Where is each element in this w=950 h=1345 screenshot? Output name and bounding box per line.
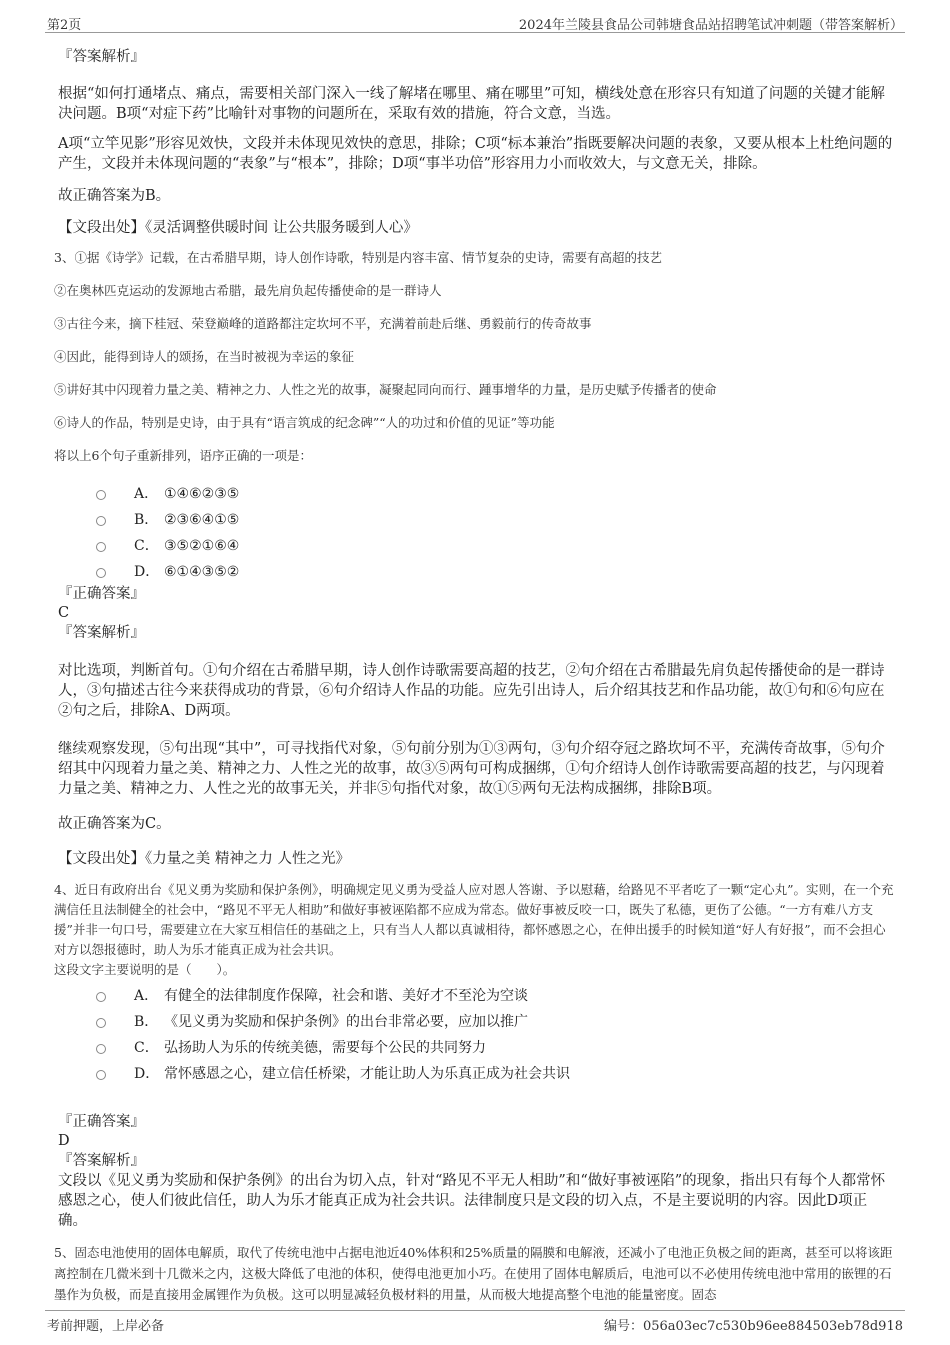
q3-analysis-para2: 继续观察发现，⑤句出现“其中”，可寻找指代对象，⑤句前分别为①③两句，③句介绍夺冠之路坎坷不平，充满传奇故事，⑤句介绍其中闪现着力量之美、精神之力、人性之光的故事，故③⑤两句可构成捆绑，①句介绍诗人创作诗歌需要高超的技艺，与闪现着力量之美、精神之力、人性之光的故事无关，并非⑤句指代对象，故①⑤两句无法构成捆绑，排除B项。 [58, 741, 885, 797]
q3-prompt: 将以上6个句子重新排列，语序正确的一项是： [54, 448, 312, 463]
radio-button[interactable] [96, 1018, 106, 1028]
q4-options [58, 986, 894, 1090]
radio-button[interactable] [96, 490, 106, 500]
q4-option-d[interactable]: D． 常怀感恩之心，建立信任桥梁，才能让助人为乐真正成为社会共识 [96, 1064, 894, 1090]
q4-correct-label: 『正确答案』 [58, 1114, 145, 1130]
q4-option-c[interactable]: C． 弘扬助人为乐的传统美德，需要每个公民的共同努力 [96, 1038, 894, 1064]
q2-analysis-label: 『答案解析』 [58, 49, 145, 65]
q3-analysis-para3: 故正确答案为C。 [58, 816, 171, 832]
q4-option-b[interactable]: B． 《见义勇为奖励和保护条例》的出台非常必要，应加以推广 [96, 1012, 894, 1038]
q3-option-a[interactable]: A． ①④⑥②③⑤ [96, 484, 894, 510]
q2-analysis-para1: 根据“如何打通堵点、痛点，需要相关部门深入一线了解堵在哪里、痛在哪里”可知，横线处意在形容只有知道了问题的关键才能解决问题。B项“对症下药”比喻针对事物的问题所在，采取有效的措施，符合文意，当选。 [58, 86, 885, 122]
q4-analysis-label: 『答案解析』 [58, 1153, 145, 1169]
q3-sentence-5: ⑤讲好其中闪现着力量之美、精神之力、人性之光的故事，凝聚起同向而行、踵事增华的力量，是历史赋予传播者的使命 [54, 382, 717, 397]
q3-sentence-6: ⑥诗人的作品，特别是史诗，由于具有“语言筑成的纪念碑”“人的功过和价值的见证”等功能 [54, 415, 555, 430]
radio-button[interactable] [96, 516, 106, 526]
q3-option-c[interactable]: C． ③⑤②①⑥④ [96, 536, 894, 562]
q3-sentence-1: 3、①据《诗学》记载，在古希腊早期，诗人创作诗歌，特别是内容丰富、情节复杂的史诗，需要有高超的技艺 [54, 250, 662, 265]
q3-options [58, 484, 894, 588]
page-number: 第2页 [47, 18, 82, 33]
q3-sentence-4: ④因此，能得到诗人的颂扬，在当时被视为幸运的象征 [54, 349, 355, 364]
q4-option-a[interactable]: A． 有健全的法律制度作保障，社会和谐、美好才不至沦为空谈 [96, 986, 894, 1012]
q2-analysis-para3: 故正确答案为B。 [58, 188, 171, 204]
q3-analysis-para1: 对比选项，判断首句。①句介绍在古希腊早期，诗人创作诗歌需要高超的技艺，②句介绍在古希腊最先肩负起传播使命的是一群诗人，③句描述古往今来获得成功的背景，⑥句介绍诗人作品的功能。应先引出诗人，后介绍其技艺和作品功能，故①句和⑥句应在②句之后，排除A、D两项。 [58, 663, 885, 719]
q4-stem: 4、近日有政府出台《见义勇为奖励和保护条例》，明确规定见义勇为受益人应对恩人答谢、予以慰藉，给路见不平者吃了一颗“定心丸”。实则，在一个充满信任且法制健全的社会中，“路见不平无人相助”和做好事被诬陷都不应成为常态。做好事被反咬一口，既失了私德，更伤了公德。“一方有难八方支援”并非一句口号，需要建立在大家互相信任的基础之上，只有当人人都以真诚相待，都怀感恩之心，在伸出援手的时候知道“好人有好报”，而不会担心对方以怨报德时，助人为乐才能真正成为社会共识。 [54, 882, 894, 957]
q3-sentence-2: ②在奥林匹克运动的发源地古希腊，最先肩负起传播使命的是一群诗人 [54, 283, 442, 298]
q4-correct-answer: D [58, 1133, 70, 1149]
q3-correct-answer: C [58, 605, 70, 621]
q3-correct-label: 『正确答案』 [58, 586, 145, 602]
q3-sentence-3: ③古往今来，摘下桂冠、荣登巅峰的道路都注定坎坷不平，充满着前赴后继、勇毅前行的传奇故事 [54, 316, 592, 331]
radio-button[interactable] [96, 1070, 106, 1080]
radio-button[interactable] [96, 542, 106, 552]
page-header [45, 12, 905, 33]
main-content [54, 44, 894, 1305]
document-code: 编号：056a03ec7c530b96ee884503eb78d918 [603, 1319, 903, 1334]
q3-analysis-label: 『答案解析』 [58, 625, 145, 641]
q5-stem: 5、固态电池使用的固体电解质，取代了传统电池中占据电池近40%体积和25%质量的隔膜和电解液，还减小了电池正负极之间的距离，甚至可以将该距离控制在几微米到十几微米之内，这极大降低了电池的体积，使得电池更加小巧。在使用了固体电解质后，电池可以不必使用传统电池中常用的嵌锂的石墨作为负极，而是直接用金属锂作为负极。这可以明显减轻负极材料的用量，从而极大地提高整个电池的能量密度。固态 [54, 1245, 893, 1302]
document-title: 2024年兰陵县食品公司韩塘食品站招聘笔试冲刺题（带答案解析） [518, 18, 903, 33]
radio-button[interactable] [96, 992, 106, 1002]
q2-analysis-para2: A项“立竿见影”形容见效快，文段并未体现见效快的意思，排除；C项“标本兼治”指既要解决问题的表象，又要从根本上杜绝问题的产生，文段并未体现问题的“表象”与“根本”，排除；D项“事半功倍”形容用力小而收效大，与文意无关，排除。 [58, 136, 893, 172]
q3-option-d[interactable]: D． ⑥①④③⑤② [96, 562, 894, 588]
radio-button[interactable] [96, 568, 106, 578]
radio-button[interactable] [96, 1044, 106, 1054]
q4-prompt: 这段文字主要说明的是（ ）。 [54, 962, 236, 977]
q2-source: 【文段出处】《灵活调整供暖时间 让公共服务暖到人心》 [58, 220, 418, 236]
footer-slogan: 考前押题，上岸必备 [47, 1319, 165, 1334]
q3-option-b[interactable]: B． ②③⑥④①⑤ [96, 510, 894, 536]
q4-analysis: 文段以《见义勇为奖励和保护条例》的出台为切入点，针对“路见不平无人相助”和“做好事被诬陷”的现象，指出只有每个人都常怀感恩之心，使人们彼此信任，助人为乐才能真正成为社会共识。法律制度只是文段的切入点，不是主要说明的内容。因此D项正确。 [58, 1173, 886, 1229]
page-footer [45, 1310, 905, 1335]
q3-source: 【文段出处】《力量之美 精神之力 人性之光》 [58, 851, 350, 867]
